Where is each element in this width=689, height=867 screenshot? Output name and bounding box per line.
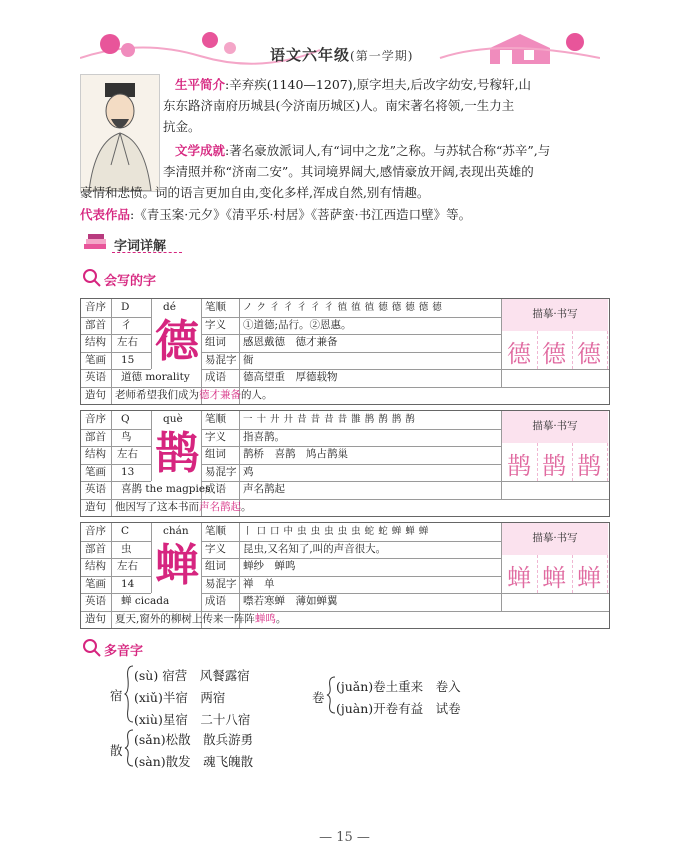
stroke-order: 一 十 廾 廾 昔 昔 昔 昔 䧿 鹊 鹊 鹊 鹊 (243, 414, 416, 425)
works-text: :《青玉案·元夕》《清平乐·村居》《菩萨蛮·书江西造口壁》等。 (130, 207, 472, 222)
label-structure: 结构 (85, 336, 106, 348)
char-table (80, 410, 610, 517)
poly-row (134, 730, 253, 748)
poly-row-text: (juàn)开卷有益 试卷 (336, 701, 461, 716)
trace-character[interactable]: 鹊 (542, 452, 566, 480)
trace-character[interactable]: 蝉 (542, 564, 566, 592)
label-english: 英语 (85, 483, 106, 495)
label-english: 英语 (85, 371, 106, 383)
section-poly-header (82, 638, 202, 658)
label-radical: 部首 (85, 430, 106, 443)
label-idiom: 成语 (205, 483, 226, 495)
achievement-text-2: 李清照并称“济南二安”。其词境界阔大,感情豪放开阔,表现出英雄的 (163, 164, 534, 179)
label-words: 组词 (205, 336, 226, 348)
bio-achievement-3 (80, 182, 615, 203)
english-value: 蝉 cicada (121, 595, 170, 607)
meaning-value: ①道德;品行。②恩惠。 (243, 318, 352, 331)
label-radical: 部首 (85, 318, 106, 331)
stroke-order: 丨 口 口 中 虫 虫 虫 虫 虫 蛇 蛇 蝉 蝉 蝉 (243, 526, 429, 537)
poly-char: 宿 (110, 688, 123, 703)
achievement-label: 文学成就 (175, 143, 226, 158)
confuse-value: 禅 单 (243, 577, 275, 590)
bio-life (175, 74, 615, 95)
poly-row (134, 666, 250, 684)
poly-char-juan (312, 688, 325, 706)
poly-row (134, 752, 253, 770)
char-table (80, 522, 610, 629)
table-rule (501, 369, 609, 370)
sentence-text: 夏天,窗外的柳树上传来一阵阵 (115, 612, 255, 625)
label-meaning: 字义 (205, 542, 226, 555)
meaning-value: 指喜鹊。 (243, 430, 285, 443)
label-words: 组词 (205, 560, 226, 572)
trace-character[interactable]: 德 (507, 340, 531, 368)
trace-character[interactable]: 德 (577, 340, 601, 368)
idiom-value: 德高望重 厚德载物 (243, 371, 338, 383)
label-sentence: 造句 (85, 500, 106, 513)
life-text-2: 东东路济南府历城县(今济南历城区)人。南宋著名将领,一生力主 (163, 98, 515, 113)
poly-char: 散 (110, 743, 123, 758)
char-table (80, 298, 610, 405)
label-structure: 结构 (85, 560, 106, 572)
trace-character[interactable]: 鹊 (577, 452, 601, 480)
confuse-value: 衙 (243, 353, 254, 366)
label-confuse: 易混字 (205, 577, 237, 590)
label-english: 英语 (85, 595, 106, 607)
brace-icon (124, 664, 134, 724)
poly-row-text: (sǎn)松散 散兵游勇 (134, 732, 254, 747)
achievement-text-3: 豪情和悲愤。词的语言更加自由,变化多样,浑成自然,别有情趣。 (80, 185, 430, 200)
trace-grid-line (607, 331, 608, 370)
poly-row (134, 710, 250, 728)
sentence-text: 老师希望我们成为 (115, 388, 199, 401)
table-rule (151, 411, 152, 481)
portrait-illustration (80, 74, 160, 192)
trace-character[interactable]: 鹊 (507, 452, 531, 480)
label-pinyin: 音序 (85, 525, 106, 537)
label-sentence: 造句 (85, 612, 106, 625)
words-value: 鹊桥 喜鹊 鸠占鹊巢 (243, 448, 348, 460)
radical-value: 鸟 (121, 430, 132, 443)
radical-value: 虫 (121, 542, 132, 555)
poly-row-text: (juǎn)卷土重来 卷入 (336, 679, 461, 694)
poly-row (336, 699, 461, 717)
sentence-text: 他因写了这本书而 (115, 500, 199, 513)
strokes-value: 15 (121, 353, 135, 366)
bio-achievement (175, 140, 615, 161)
label-order: 笔顺 (205, 525, 226, 537)
poly-row-text: (sàn)散发 魂飞魄散 (134, 754, 254, 769)
trace-character[interactable]: 德 (542, 340, 566, 368)
radical-value: 彳 (121, 318, 132, 331)
structure-value: 左右 (117, 336, 138, 348)
sentence-highlight: 德才兼备 (199, 388, 241, 401)
sentence-value (115, 499, 252, 516)
works-label: 代表作品 (80, 207, 131, 222)
sentence-text: 。 (241, 500, 252, 513)
featured-character: 鹊 (155, 428, 199, 479)
brace-icon (124, 728, 134, 768)
pinyin-value: què (163, 413, 183, 425)
label-order: 笔顺 (205, 301, 226, 313)
poet-portrait-icon (81, 75, 159, 191)
sentence-value (115, 611, 286, 628)
bio-life-cont (163, 95, 613, 137)
poly-row-text: (xiù)星宿 二十八宿 (134, 712, 251, 727)
english-value: 道德 morality (121, 371, 190, 383)
trace-character[interactable]: 蝉 (577, 564, 601, 592)
idiom-value: 声名鹊起 (243, 483, 285, 495)
trace-write-header: 描摹·书写 (502, 523, 608, 555)
section-detail-title: 字词详解 (114, 239, 167, 254)
page-number: — 15 — (319, 830, 370, 845)
poly-row (134, 688, 225, 706)
idiom-value: 噤若寒蝉 薄如蝉翼 (243, 595, 338, 607)
life-text-3: 抗金。 (163, 119, 201, 134)
table-rule (111, 523, 112, 628)
english-value: 喜鹊 the magpies (121, 483, 211, 495)
achievement-text-1: :著名豪放派词人,有“词中之龙”之称。与苏轼合称“苏辛”,与 (225, 143, 551, 158)
bio-works (80, 204, 615, 225)
stroke-order: ノ ク 彳 彳 彳 彳 彳 徝 徝 徝 德 德 德 德 德 (243, 302, 443, 313)
section-write-title: 会写的字 (104, 274, 157, 289)
trace-character[interactable]: 蝉 (507, 564, 531, 592)
featured-character: 蝉 (155, 540, 199, 591)
trace-grid-line (607, 443, 608, 482)
table-rule (501, 593, 609, 594)
label-sentence: 造句 (85, 388, 106, 401)
section-poly-title: 多音字 (104, 644, 144, 659)
poly-char-su (110, 686, 123, 704)
label-confuse: 易混字 (205, 465, 237, 478)
pinyin-letter: D (121, 301, 130, 313)
featured-character: 德 (155, 316, 199, 367)
header-subtitle: (第一学期) (350, 49, 414, 63)
sentence-highlight: 蝉鸣 (254, 612, 276, 625)
words-value: 感恩戴德 德才兼备 (243, 336, 338, 348)
label-pinyin: 音序 (85, 301, 106, 313)
strokes-value: 14 (121, 577, 135, 590)
table-rule (151, 299, 152, 369)
sentence-text: 的人。 (241, 388, 273, 401)
page-header-title (270, 44, 413, 65)
words-value: 蝉纱 蝉鸣 (243, 560, 296, 572)
table-rule (501, 481, 609, 482)
poly-row (336, 677, 461, 695)
sentence-highlight: 声名鹊起 (199, 500, 241, 513)
label-idiom: 成语 (205, 371, 226, 383)
magnifier-icon (82, 268, 102, 288)
meaning-value: 昆虫,又名知了,叫的声音很大。 (243, 542, 387, 555)
label-pinyin: 音序 (85, 413, 106, 425)
section-write-header (82, 268, 202, 288)
table-rule (151, 523, 152, 593)
structure-value: 左右 (117, 560, 138, 572)
structure-value: 左右 (117, 448, 138, 460)
sentence-text: 。 (275, 612, 287, 625)
bio-achievement-2 (163, 161, 613, 182)
pinyin-letter: C (121, 525, 130, 537)
table-rule (111, 411, 112, 516)
label-meaning: 字义 (205, 318, 226, 331)
label-strokes: 笔画 (85, 577, 106, 590)
section-detail-header (82, 232, 192, 254)
label-idiom: 成语 (205, 595, 226, 607)
brace-icon (326, 675, 336, 715)
pinyin-value: dé (163, 301, 176, 313)
magnifier-icon (82, 638, 102, 658)
life-text-1: :辛弃疾(1140—1207),原字坦夫,后改字幼安,号稼轩,山 (225, 77, 531, 92)
poly-row-text: (xiǔ)半宿 两宿 (134, 690, 226, 705)
strokes-value: 13 (121, 465, 135, 478)
sentence-value (115, 387, 273, 404)
label-confuse: 易混字 (205, 353, 237, 366)
trace-write-header: 描摹·书写 (502, 411, 608, 443)
books-icon (82, 232, 110, 254)
label-words: 组词 (205, 448, 226, 460)
poly-char-san (110, 741, 123, 759)
confuse-value: 鸡 (243, 465, 254, 478)
label-order: 笔顺 (205, 413, 226, 425)
table-rule (111, 299, 112, 404)
life-label: 生平简介 (175, 77, 226, 92)
header-title-text: 语文六年级 (270, 46, 351, 64)
label-radical: 部首 (85, 542, 106, 555)
pinyin-letter: Q (121, 413, 130, 425)
trace-write-header: 描摹·书写 (502, 299, 608, 331)
pinyin-value: chán (163, 525, 189, 537)
label-strokes: 笔画 (85, 353, 106, 366)
poly-char: 卷 (312, 690, 325, 705)
poly-row-text: (sù) 宿营 风餐露宿 (134, 668, 250, 683)
section-underline (112, 252, 182, 253)
trace-grid-line (607, 555, 608, 594)
label-structure: 结构 (85, 448, 106, 460)
label-strokes: 笔画 (85, 465, 106, 478)
label-meaning: 字义 (205, 430, 226, 443)
